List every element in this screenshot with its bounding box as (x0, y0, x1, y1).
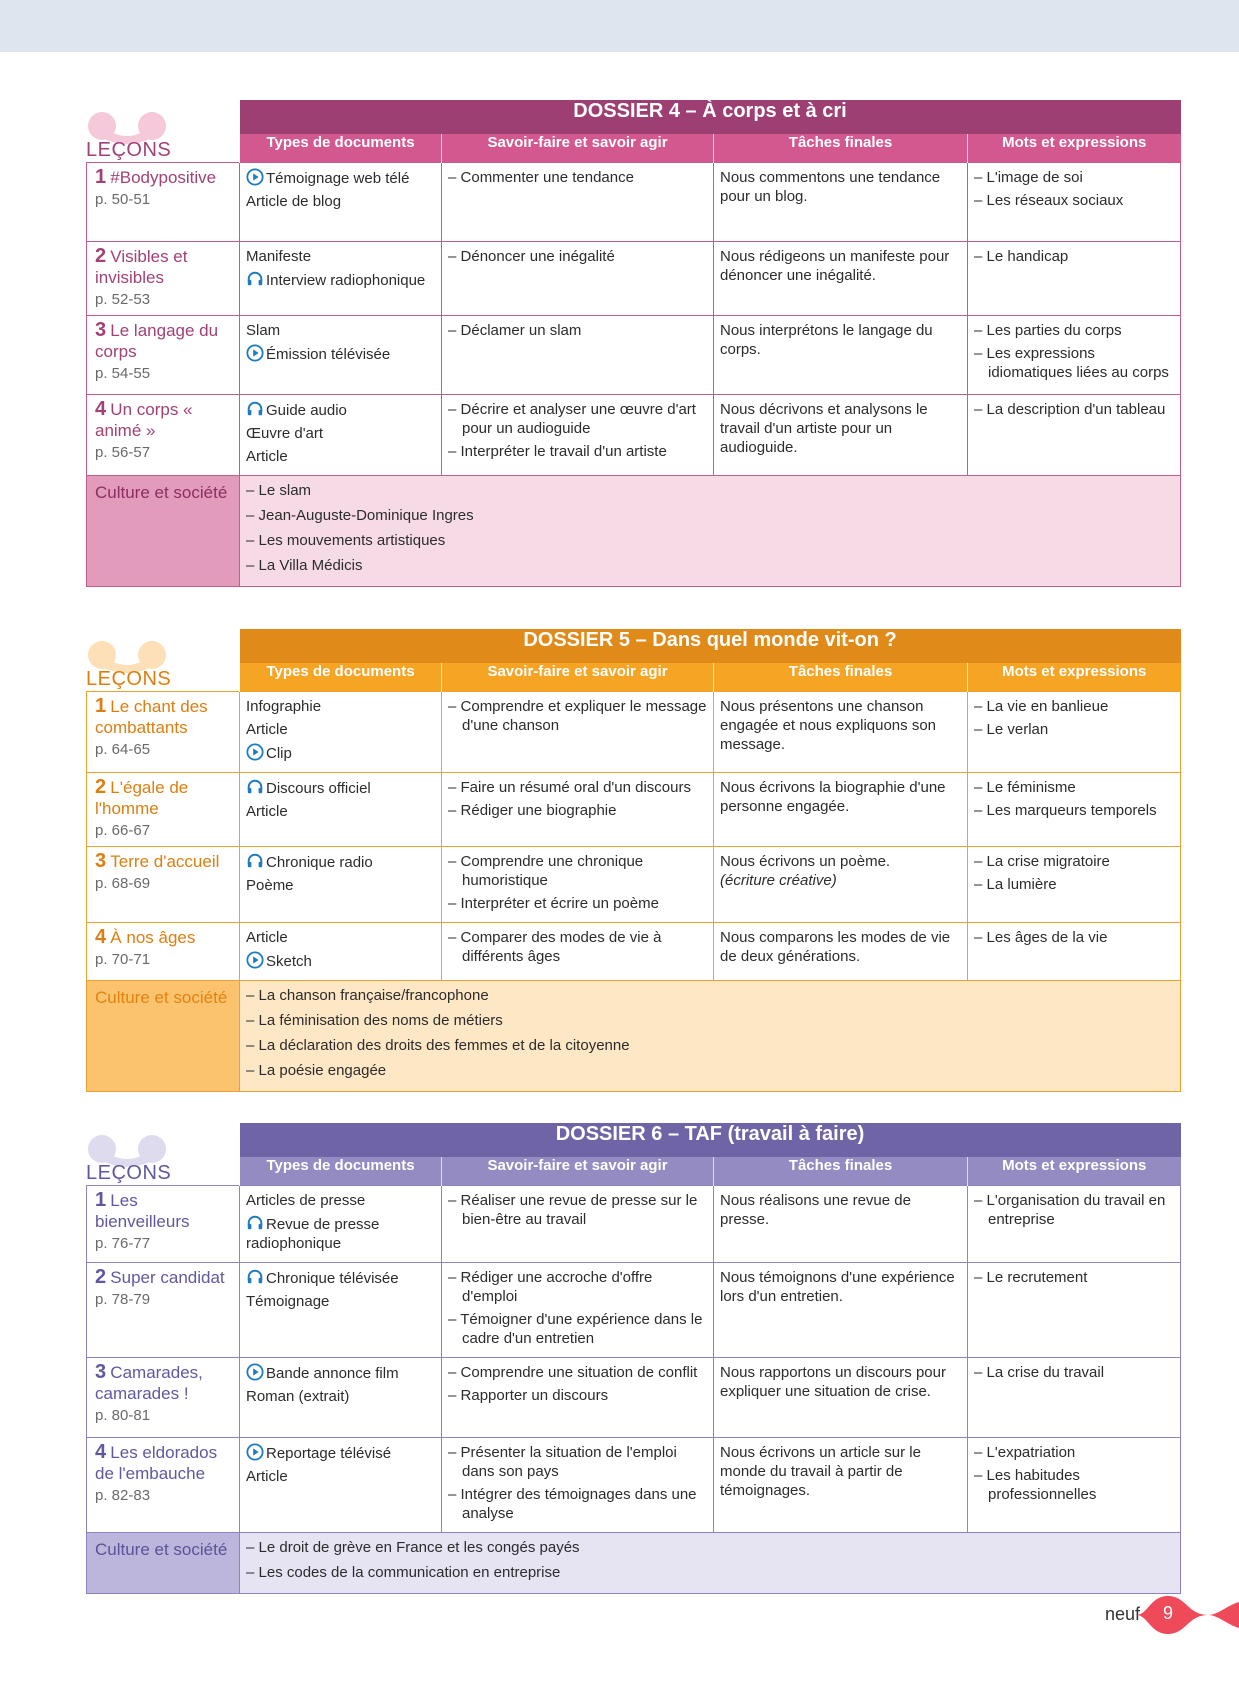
lesson-title-cell (87, 241, 240, 315)
docs-cell (240, 922, 442, 980)
top-band (0, 0, 1239, 52)
culture-list (240, 475, 1181, 586)
mots-item: – Les expressions idiomatiques liées au corps (974, 344, 1174, 382)
headphones-icon (246, 270, 264, 288)
culture-label: Culture et société (87, 980, 240, 1091)
culture-item: – Jean-Auguste-Dominique Ingres (246, 505, 1174, 526)
doc-item: Article de blog (246, 192, 342, 210)
headphones-icon (246, 1214, 264, 1232)
docs-cell (240, 162, 442, 241)
doc-item: Émission télévisée (246, 344, 435, 364)
lesson-number: 4 (95, 397, 107, 420)
headphones-icon (246, 1268, 264, 1286)
culture-item: – Le droit de grève en France et les congés payés (246, 1537, 1174, 1558)
lesson-number: 1 (95, 165, 107, 188)
savoir-item: – Comprendre une situation de conflit (448, 1363, 707, 1382)
lesson-row (87, 772, 1181, 846)
mots-item: – Le verlan (974, 720, 1174, 739)
doc-item: Revue de presse radiophonique (246, 1215, 380, 1252)
savoir-item: – Faire un résumé oral d'un discours (448, 778, 707, 797)
docs-cell (240, 846, 442, 922)
culture-item: – La déclaration des droits des femmes et de la citoyenne (246, 1035, 1174, 1056)
lesson-row (87, 1437, 1181, 1532)
mots-cell (968, 772, 1181, 846)
lesson-row (87, 315, 1181, 394)
lesson-title: Camarades, camarades ! (95, 1362, 203, 1403)
tache-cell: Nous rapportons un discours pour expliquer une situation de crise. (714, 1357, 968, 1437)
tache-cell: Nous rédigeons un manifeste pour dénoncer une inégalité. (714, 241, 968, 315)
doc-item: Interview radiophonique (246, 270, 435, 290)
lesson-title-cell (87, 1185, 240, 1262)
docs-cell (240, 1262, 442, 1357)
lesson-title: Le langage du corps (95, 320, 219, 361)
mots-item: – Le handicap (974, 247, 1174, 266)
doc-item: Clip (246, 743, 435, 763)
tache-cell: Nous comparons les modes de vie de deux générations. (714, 922, 968, 980)
culture-item: – La féminisation des noms de métiers (246, 1010, 1174, 1031)
lesson-title-cell (87, 846, 240, 922)
lesson-row (87, 922, 1181, 980)
headphones-icon (246, 852, 264, 870)
savoir-item: – Rapporter un discours (448, 1386, 707, 1405)
lesson-title: Visibles et invisibles (95, 246, 188, 287)
dossier-4-table (86, 100, 1181, 587)
savoir-cell (442, 394, 714, 475)
lesson-number: 2 (95, 1265, 107, 1288)
lesson-title-cell (87, 1262, 240, 1357)
lesson-row (87, 846, 1181, 922)
tache-cell: Nous présentons une chanson engagée et nous expliquons son message. (714, 691, 968, 772)
lesson-title: À nos âges (110, 927, 196, 947)
doc-item: Guide audio (246, 400, 435, 420)
culture-item: – La Villa Médicis (246, 555, 1174, 576)
doc-item: Article (246, 720, 288, 738)
lesson-title: Super candidat (110, 1267, 225, 1287)
lesson-title: Les bienveilleurs (95, 1190, 190, 1231)
tache-cell: Nous réalisons une revue de presse. (714, 1185, 968, 1262)
col-taches: Tâches finales (714, 663, 968, 691)
mots-item: – Les habitudes professionnelles (974, 1466, 1174, 1504)
savoir-item: – Commenter une tendance (448, 168, 707, 187)
lesson-number: 3 (95, 1360, 107, 1383)
doc-item: Article (246, 1467, 288, 1485)
mots-item: – Les âges de la vie (974, 928, 1174, 947)
savoir-item: – Interpréter et écrire un poème (448, 894, 707, 913)
lesson-number: 2 (95, 244, 107, 267)
play-circle-icon (246, 168, 264, 186)
mots-cell (968, 1437, 1181, 1532)
mots-cell (968, 162, 1181, 241)
savoir-item: – Rédiger une biographie (448, 801, 707, 820)
col-types: Types de documents (240, 663, 442, 691)
col-savoir: Savoir-faire et savoir agir (442, 134, 714, 162)
doc-item: Articles de presse (246, 1191, 366, 1209)
tache-text: Nous écrivons un poème. (720, 852, 891, 870)
lesson-number: 3 (95, 849, 107, 872)
culture-row (87, 980, 1181, 1091)
culture-label: Culture et société (87, 475, 240, 586)
lesson-title: Les eldorados de l'embauche (95, 1442, 218, 1483)
dossier-5-table (86, 629, 1181, 1092)
lesson-row (87, 691, 1181, 772)
mots-cell (968, 846, 1181, 922)
mots-cell (968, 315, 1181, 394)
savoir-item: – Déclamer un slam (448, 321, 707, 340)
doc-item: Manifeste (246, 247, 312, 265)
lesson-title-cell (87, 922, 240, 980)
lesson-row (87, 1357, 1181, 1437)
docs-cell (240, 1357, 442, 1437)
docs-cell (240, 241, 442, 315)
doc-item: Chronique radio (246, 852, 435, 872)
play-circle-icon (246, 1363, 264, 1381)
tache-note: (écriture créative) (720, 871, 837, 889)
savoir-cell (442, 846, 714, 922)
col-savoir: Savoir-faire et savoir agir (442, 1157, 714, 1185)
mots-cell (968, 241, 1181, 315)
savoir-cell (442, 162, 714, 241)
culture-row (87, 475, 1181, 586)
savoir-cell (442, 315, 714, 394)
dossier-title: DOSSIER 6 – TAF (travail à faire) (240, 1123, 1181, 1157)
savoir-item: – Présenter la situation de l'emploi dans son pays (448, 1443, 707, 1481)
savoir-item: – Intégrer des témoignages dans une analyse (448, 1485, 707, 1523)
doc-item: Bande annonce film (246, 1363, 435, 1383)
footer-page-number: 9 (1162, 1603, 1173, 1623)
doc-item: Infographie (246, 697, 322, 715)
lecons-label: LEÇONS (86, 1162, 172, 1184)
lesson-page: p. 78-79 (95, 1290, 151, 1308)
lesson-page: p. 80-81 (95, 1406, 151, 1424)
savoir-item: – Dénoncer une inégalité (448, 247, 707, 266)
doc-item: Article (246, 802, 288, 820)
tache-cell: Nous commentons une tendance pour un blog. (714, 162, 968, 241)
culture-list (240, 980, 1181, 1091)
savoir-cell (442, 1437, 714, 1532)
headphones-icon (246, 778, 264, 796)
lesson-page: p. 56-57 (95, 443, 151, 461)
savoir-item: – Témoigner d'une expérience dans le cadre d'un entretien (448, 1310, 707, 1348)
col-mots: Mots et expressions (968, 1157, 1181, 1185)
mots-item: – La vie en banlieue (974, 697, 1174, 716)
lecons-label: LEÇONS (86, 668, 172, 690)
savoir-item: – Comprendre une chronique humoristique (448, 852, 707, 890)
culture-item: – La poésie engagée (246, 1060, 1174, 1081)
play-circle-icon (246, 743, 264, 761)
col-taches: Tâches finales (714, 1157, 968, 1185)
col-mots: Mots et expressions (968, 134, 1181, 162)
col-taches: Tâches finales (714, 134, 968, 162)
lesson-page: p. 54-55 (95, 364, 151, 382)
lesson-number: 4 (95, 1440, 107, 1463)
lecons-label: LEÇONS (86, 139, 172, 161)
mots-item: – Les réseaux sociaux (974, 191, 1174, 210)
docs-cell (240, 1185, 442, 1262)
mots-item: – La description d'un tableau (974, 400, 1174, 419)
mots-item: – L'expatriation (974, 1443, 1174, 1462)
docs-cell (240, 691, 442, 772)
tache-cell: Nous écrivons un article sur le monde du travail à partir de témoignages. (714, 1437, 968, 1532)
doc-item: Article (246, 447, 288, 465)
lesson-page: p. 82-83 (95, 1486, 151, 1504)
lesson-title-cell (87, 772, 240, 846)
mots-cell (968, 394, 1181, 475)
savoir-item: – Comprendre et expliquer le message d'une chanson (448, 697, 707, 735)
doc-item: Poème (246, 876, 294, 894)
culture-label: Culture et société (87, 1532, 240, 1593)
doc-item: Reportage télévisé (246, 1443, 435, 1463)
lesson-row (87, 1185, 1181, 1262)
dossier-title: DOSSIER 5 – Dans quel monde vit-on ? (240, 629, 1181, 663)
doc-item: Œuvre d'art (246, 424, 324, 442)
lesson-title-cell (87, 394, 240, 475)
lesson-row (87, 241, 1181, 315)
tache-cell: Nous interprétons le langage du corps. (714, 315, 968, 394)
savoir-cell (442, 1262, 714, 1357)
mots-cell (968, 922, 1181, 980)
lesson-title: L'égale de l'homme (95, 777, 189, 818)
tache-cell (714, 846, 968, 922)
lesson-page: p. 76-77 (95, 1234, 151, 1252)
tache-cell: Nous décrivons et analysons le travail d'un artiste pour un audioguide. (714, 394, 968, 475)
savoir-item: – Interpréter le travail d'un artiste (448, 442, 707, 461)
headphones-icon (246, 400, 264, 418)
mots-item: – La lumière (974, 875, 1174, 894)
footer-page-word: neuf (1105, 1604, 1141, 1624)
culture-list (240, 1532, 1181, 1593)
lesson-number: 1 (95, 694, 107, 717)
culture-item: – La chanson française/francophone (246, 985, 1174, 1006)
culture-row (87, 1532, 1181, 1593)
play-circle-icon (246, 951, 264, 969)
culture-item: – Les codes de la communication en entreprise (246, 1562, 1174, 1583)
col-types: Types de documents (240, 1157, 442, 1185)
tache-cell: Nous témoignons d'une expérience lors d'un entretien. (714, 1262, 968, 1357)
lesson-page: p. 68-69 (95, 874, 151, 892)
dossier-title: DOSSIER 4 – À corps et à cri (240, 100, 1181, 134)
lesson-page: p. 66-67 (95, 821, 151, 839)
savoir-item: – Comparer des modes de vie à différents âges (448, 928, 707, 966)
culture-item: – Les mouvements artistiques (246, 530, 1174, 551)
mots-item: – La crise migratoire (974, 852, 1174, 871)
mots-item: – L'image de soi (974, 168, 1174, 187)
lesson-title-cell (87, 1437, 240, 1532)
tache-cell: Nous écrivons la biographie d'une personne engagée. (714, 772, 968, 846)
docs-cell (240, 772, 442, 846)
savoir-item: – Décrire et analyser une œuvre d'art pour un audioguide (448, 400, 707, 438)
lesson-page: p. 52-53 (95, 290, 151, 308)
doc-item: Témoignage web télé (246, 168, 435, 188)
lesson-row (87, 394, 1181, 475)
mots-cell (968, 691, 1181, 772)
mots-item: – Le recrutement (974, 1268, 1174, 1287)
doc-item: Sketch (246, 951, 435, 971)
doc-item: Roman (extrait) (246, 1387, 350, 1405)
lesson-title: Un corps « animé » (95, 399, 193, 440)
doc-item: Témoignage (246, 1292, 330, 1310)
savoir-cell (442, 691, 714, 772)
savoir-cell (442, 241, 714, 315)
lesson-page: p. 50-51 (95, 190, 151, 208)
lesson-title-cell (87, 315, 240, 394)
docs-cell (240, 394, 442, 475)
col-mots: Mots et expressions (968, 663, 1181, 691)
mots-item: – Le féminisme (974, 778, 1174, 797)
col-savoir: Savoir-faire et savoir agir (442, 663, 714, 691)
play-circle-icon (246, 1443, 264, 1461)
doc-item: Chronique télévisée (246, 1268, 435, 1288)
culture-item: – Le slam (246, 480, 1174, 501)
col-types: Types de documents (240, 134, 442, 162)
dossier-6-table (86, 1123, 1181, 1594)
savoir-cell (442, 1185, 714, 1262)
savoir-item: – Rédiger une accroche d'offre d'emploi (448, 1268, 707, 1306)
mots-cell (968, 1262, 1181, 1357)
lesson-title-cell (87, 162, 240, 241)
lesson-number: 1 (95, 1188, 107, 1211)
mots-cell (968, 1185, 1181, 1262)
lesson-title-cell (87, 691, 240, 772)
savoir-cell (442, 1357, 714, 1437)
mots-item: – L'organisation du travail en entreprise (974, 1191, 1174, 1229)
mots-item: – Les parties du corps (974, 321, 1174, 340)
savoir-cell (442, 922, 714, 980)
lesson-title: Le chant des combattants (95, 696, 208, 737)
play-circle-icon (246, 344, 264, 362)
lesson-page: p. 64-65 (95, 740, 151, 758)
lesson-row (87, 162, 1181, 241)
lesson-title: #Bodypositive (110, 167, 217, 187)
savoir-cell (442, 772, 714, 846)
lesson-title: Terre d'accueil (110, 851, 220, 871)
savoir-item: – Réaliser une revue de presse sur le bien-être au travail (448, 1191, 707, 1229)
doc-item: Article (246, 928, 288, 946)
lesson-number: 3 (95, 318, 107, 341)
lesson-title-cell (87, 1357, 240, 1437)
mots-item: – La crise du travail (974, 1363, 1174, 1382)
doc-item: Discours officiel (246, 778, 435, 798)
docs-cell (240, 315, 442, 394)
mots-cell (968, 1357, 1181, 1437)
docs-cell (240, 1437, 442, 1532)
lesson-row (87, 1262, 1181, 1357)
lesson-number: 2 (95, 775, 107, 798)
lesson-number: 4 (95, 925, 107, 948)
mots-item: – Les marqueurs temporels (974, 801, 1174, 820)
lesson-page: p. 70-71 (95, 950, 151, 968)
doc-item: Slam (246, 321, 281, 339)
